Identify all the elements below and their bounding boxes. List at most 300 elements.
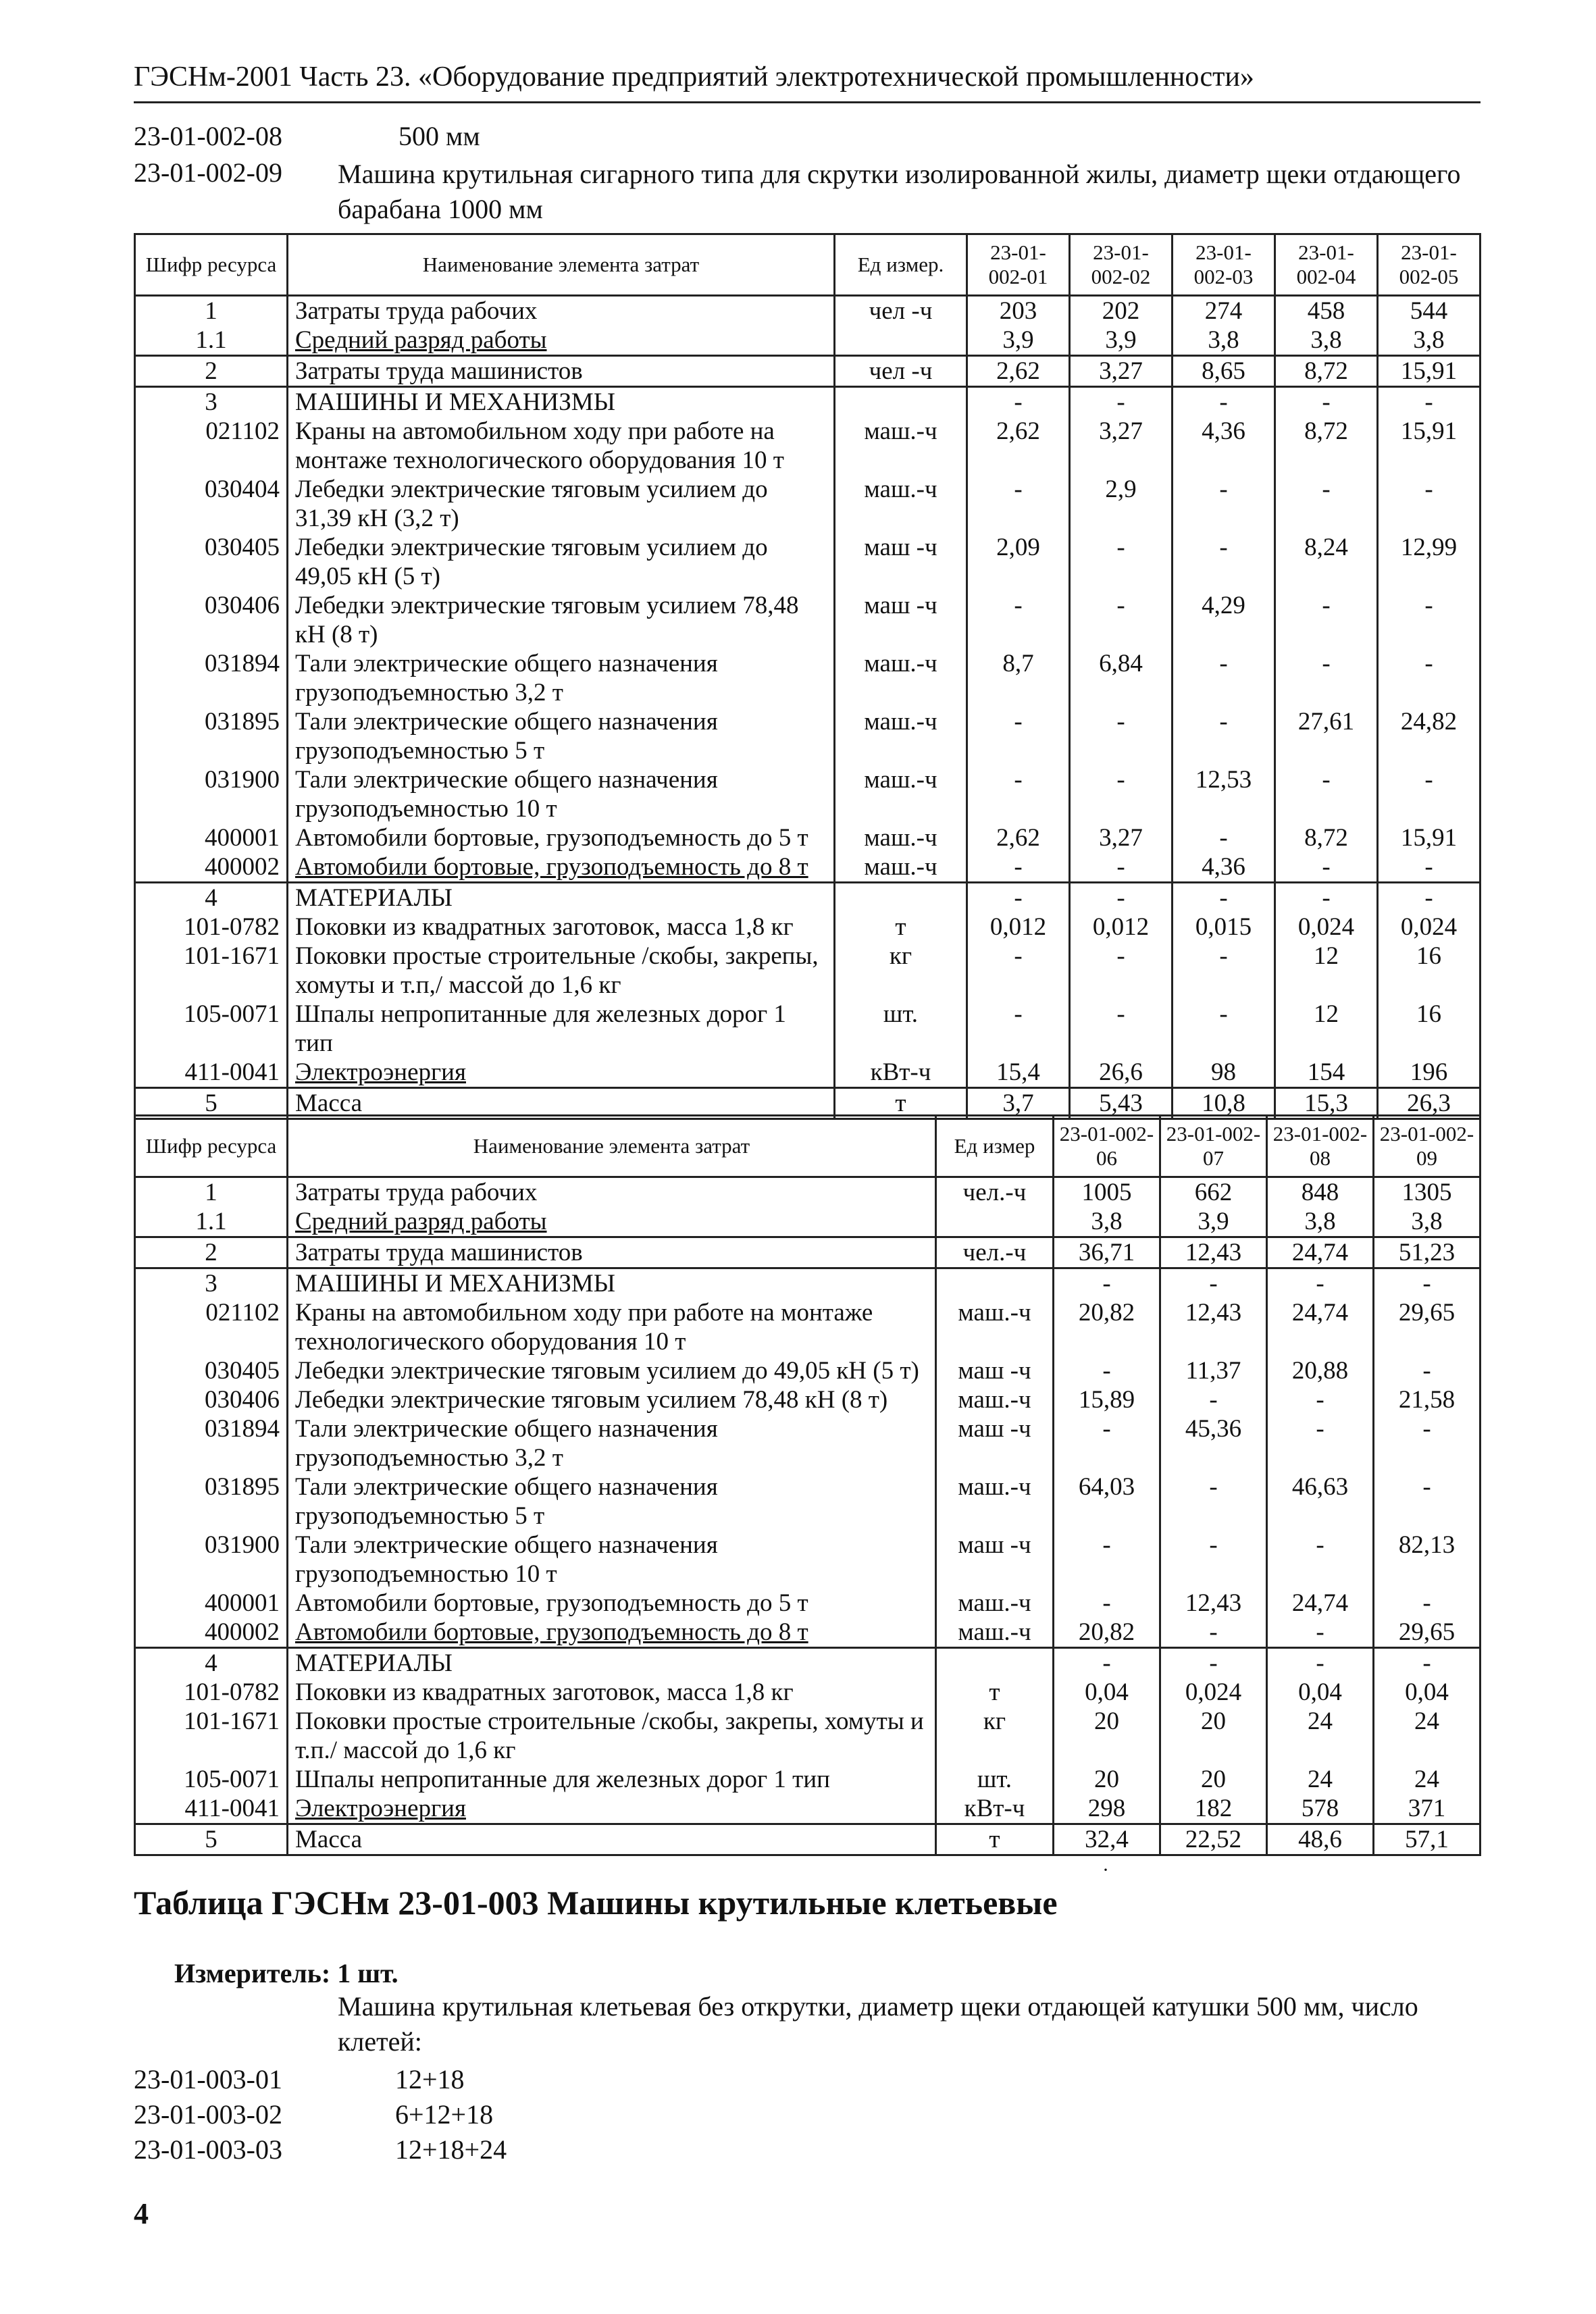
cell-unit: чел.-ч bbox=[936, 1177, 1054, 1208]
table-row bbox=[135, 1824, 1481, 1855]
cell-value: - bbox=[1173, 387, 1275, 417]
code-23-01-003-01: 23-01-003-01 bbox=[134, 2064, 282, 2094]
cell-value: 24,74 bbox=[1267, 1298, 1374, 1356]
cell-code: 400001 bbox=[135, 1589, 288, 1618]
cell-value: 6,84 bbox=[1070, 649, 1173, 707]
cell-name: Краны на автомобильном ходу при работе на монтаже технологического оборудования 10 т bbox=[288, 417, 835, 475]
cell-value: - bbox=[1267, 1385, 1374, 1414]
col-header-norm: 23-01-002-04 bbox=[1275, 234, 1378, 296]
table-row bbox=[135, 1207, 1481, 1237]
code-23-01-003-02-text: 6+12+18 bbox=[395, 2099, 494, 2130]
col-header-name: Наименование элемента затрат bbox=[288, 234, 835, 296]
cell-unit: маш.-ч bbox=[835, 765, 967, 823]
cell-unit: т bbox=[835, 1088, 967, 1119]
cell-code: 105-0071 bbox=[135, 1000, 288, 1058]
cell-name: Тали электрические общего назначения грузоподъемностью 10 т bbox=[288, 765, 835, 823]
cell-value: - bbox=[1054, 1648, 1160, 1678]
col-header-norm: 23-01-002-07 bbox=[1160, 1116, 1267, 1177]
col-header-norm: 23-01-002-06 bbox=[1054, 1116, 1160, 1177]
cell-unit: чел -ч bbox=[835, 356, 967, 387]
table-header-row bbox=[135, 1116, 1481, 1177]
table-row bbox=[135, 1414, 1481, 1472]
cell-value: - bbox=[1173, 883, 1275, 913]
cell-value: 3,8 bbox=[1173, 326, 1275, 356]
cell-value: - bbox=[1275, 883, 1378, 913]
cell-value: 45,36 bbox=[1160, 1414, 1267, 1472]
cell-value: 64,03 bbox=[1054, 1472, 1160, 1531]
cell-value: - bbox=[1374, 1472, 1481, 1531]
cell-value: 26,3 bbox=[1378, 1088, 1481, 1119]
cell-value: 3,8 bbox=[1378, 326, 1481, 356]
cell-value: 12,43 bbox=[1160, 1298, 1267, 1356]
cell-name: Поковки простые строительные /скобы, закрепы, хомуты и т.п,/ массой до 1,6 кг bbox=[288, 942, 835, 1000]
col-header-name: Наименование элемента затрат bbox=[288, 1116, 936, 1177]
cell-value: 51,23 bbox=[1374, 1237, 1481, 1268]
col-header-norm: 23-01-002-03 bbox=[1173, 234, 1275, 296]
cell-value: - bbox=[1160, 1648, 1267, 1678]
cell-value: 24 bbox=[1267, 1765, 1374, 1794]
cell-code: 400002 bbox=[135, 852, 288, 883]
cell-value: 8,72 bbox=[1275, 417, 1378, 475]
cell-name: Шпалы непропитанные для железных дорог 1 тип bbox=[288, 1000, 835, 1058]
cell-code: 4 bbox=[135, 1648, 288, 1678]
cell-name: Автомобили бортовые, грузоподъемность до 5 т bbox=[288, 823, 835, 852]
cell-value: 5,43 bbox=[1070, 1088, 1173, 1119]
cell-value: 0,04 bbox=[1267, 1678, 1374, 1707]
cell-value: 22,52 bbox=[1160, 1824, 1267, 1855]
cell-value: - bbox=[1160, 1385, 1267, 1414]
col-header-norm: 23-01-002-01 bbox=[967, 234, 1070, 296]
cell-code: 101-0782 bbox=[135, 1678, 288, 1707]
cell-name: МАШИНЫ И МЕХАНИЗМЫ bbox=[288, 387, 835, 417]
table-row bbox=[135, 883, 1481, 913]
cell-value: 20,88 bbox=[1267, 1356, 1374, 1385]
cell-value: 0,024 bbox=[1378, 912, 1481, 942]
scan-speck: · bbox=[1102, 1859, 1109, 1881]
cell-value: - bbox=[1275, 649, 1378, 707]
table-row bbox=[135, 1678, 1481, 1707]
table-row bbox=[135, 326, 1481, 356]
cell-value: - bbox=[967, 852, 1070, 883]
cell-value: 12,99 bbox=[1378, 533, 1481, 591]
cell-value: - bbox=[1160, 1618, 1267, 1648]
cell-value: 8,7 bbox=[967, 649, 1070, 707]
cell-code: 030405 bbox=[135, 533, 288, 591]
cell-value: - bbox=[1070, 533, 1173, 591]
code-23-01-003-03-text: 12+18+24 bbox=[395, 2134, 507, 2165]
cell-unit: т bbox=[936, 1824, 1054, 1855]
cell-value: - bbox=[1374, 1648, 1481, 1678]
cell-value: 24,82 bbox=[1378, 707, 1481, 765]
cell-value: 29,65 bbox=[1374, 1298, 1481, 1356]
cell-value: 15,91 bbox=[1378, 356, 1481, 387]
cell-value: - bbox=[1378, 475, 1481, 533]
cell-value: - bbox=[1267, 1414, 1374, 1472]
cell-code: 101-0782 bbox=[135, 912, 288, 942]
cell-value: 3,27 bbox=[1070, 356, 1173, 387]
cell-unit: маш.-ч bbox=[936, 1298, 1054, 1356]
col-header-norm: 23-01-002-05 bbox=[1378, 234, 1481, 296]
cell-value: 8,65 bbox=[1173, 356, 1275, 387]
cell-unit bbox=[936, 1207, 1054, 1237]
cell-unit bbox=[936, 1268, 1054, 1299]
cell-value: 2,62 bbox=[967, 356, 1070, 387]
section-title: Таблица ГЭСНм 23-01-003 Машины крутильные клетьевые bbox=[134, 1884, 1058, 1922]
cell-unit bbox=[835, 387, 967, 417]
cell-name: Тали электрические общего назначения грузоподъемностью 3,2 т bbox=[288, 649, 835, 707]
cell-unit: маш.-ч bbox=[936, 1589, 1054, 1618]
cell-unit: кг bbox=[936, 1707, 1054, 1765]
code-23-01-003-02: 23-01-003-02 bbox=[134, 2099, 282, 2130]
code-23-01-003-03: 23-01-003-03 bbox=[134, 2134, 282, 2165]
table-row bbox=[135, 649, 1481, 707]
cell-value: - bbox=[1275, 387, 1378, 417]
cell-value: - bbox=[1054, 1268, 1160, 1299]
cell-code: 2 bbox=[135, 1237, 288, 1268]
cell-code: 411-0041 bbox=[135, 1058, 288, 1088]
cell-value: - bbox=[1160, 1531, 1267, 1589]
table-row bbox=[135, 1385, 1481, 1414]
cell-name: МАТЕРИАЛЫ bbox=[288, 883, 835, 913]
cell-name: МАТЕРИАЛЫ bbox=[288, 1648, 936, 1678]
cell-unit: т bbox=[936, 1678, 1054, 1707]
table-row bbox=[135, 1618, 1481, 1648]
cell-unit bbox=[835, 883, 967, 913]
section-description: Машина крутильная клетьевая без открутки, диаметр щеки отдающей катушки 500 мм, число клетей: bbox=[338, 1991, 1418, 2057]
cell-name: Автомобили бортовые, грузоподъемность до 8 т bbox=[288, 1618, 936, 1648]
code-23-01-003-01-text: 12+18 bbox=[395, 2064, 465, 2094]
page-number: 4 bbox=[134, 2197, 149, 2230]
cell-code: 031894 bbox=[135, 1414, 288, 1472]
table-row bbox=[135, 387, 1481, 417]
cell-value: 27,61 bbox=[1275, 707, 1378, 765]
cell-code: 1 bbox=[135, 1177, 288, 1208]
table-body bbox=[135, 1177, 1481, 1855]
table-row bbox=[135, 591, 1481, 649]
cell-unit: маш.-ч bbox=[835, 823, 967, 852]
cell-value: - bbox=[1378, 883, 1481, 913]
cell-value: 15,4 bbox=[967, 1058, 1070, 1088]
code-23-01-002-09: 23-01-002-09 bbox=[134, 157, 282, 188]
cell-value: - bbox=[1374, 1356, 1481, 1385]
cell-name: МАШИНЫ И МЕХАНИЗМЫ bbox=[288, 1268, 936, 1299]
cell-value: 16 bbox=[1378, 1000, 1481, 1058]
cell-value: 15,91 bbox=[1378, 823, 1481, 852]
cell-name: Лебедки электрические тяговым усилием до 31,39 кН (3,2 т) bbox=[288, 475, 835, 533]
cell-code: 031895 bbox=[135, 707, 288, 765]
cell-value: 4,29 bbox=[1173, 591, 1275, 649]
cell-code: 031900 bbox=[135, 765, 288, 823]
cell-value: 32,4 bbox=[1054, 1824, 1160, 1855]
table-row bbox=[135, 1531, 1481, 1589]
table-row bbox=[135, 1648, 1481, 1678]
code-23-01-002-09-text: Машина крутильная сигарного типа для скрутки изолированной жилы, диаметр щеки отдающего барабана 1000 мм bbox=[338, 159, 1461, 224]
cell-value: 82,13 bbox=[1374, 1531, 1481, 1589]
cell-name: Автомобили бортовые, грузоподъемность до 8 т bbox=[288, 852, 835, 883]
col-header-unit: Ед измер. bbox=[835, 234, 967, 296]
cell-code: 400001 bbox=[135, 823, 288, 852]
cell-name: Затраты труда машинистов bbox=[288, 356, 835, 387]
cell-value: - bbox=[1160, 1472, 1267, 1531]
cell-value: - bbox=[1374, 1414, 1481, 1472]
cell-value: 24,74 bbox=[1267, 1237, 1374, 1268]
table-row bbox=[135, 1237, 1481, 1268]
cell-value: 2,62 bbox=[967, 417, 1070, 475]
cell-value: - bbox=[1054, 1356, 1160, 1385]
cell-unit: маш.-ч bbox=[835, 852, 967, 883]
cell-name: Затраты труда машинистов bbox=[288, 1237, 936, 1268]
cell-value: 12 bbox=[1275, 942, 1378, 1000]
cell-name: Лебедки электрические тяговым усилием 78,48 кН (8 т) bbox=[288, 1385, 936, 1414]
cell-value: 3,8 bbox=[1374, 1207, 1481, 1237]
table-row bbox=[135, 1058, 1481, 1088]
cell-code: 101-1671 bbox=[135, 942, 288, 1000]
cell-unit: маш -ч bbox=[835, 591, 967, 649]
cell-value: 8,72 bbox=[1275, 356, 1378, 387]
cell-name: Тали электрические общего назначения грузоподъемностью 5 т bbox=[288, 1472, 936, 1531]
cell-name: Поковки из квадратных заготовок, масса 1,8 кг bbox=[288, 912, 835, 942]
cell-value: 15,91 bbox=[1378, 417, 1481, 475]
cell-value: - bbox=[1173, 649, 1275, 707]
cell-name: Тали электрические общего назначения грузоподъемностью 5 т bbox=[288, 707, 835, 765]
cell-code: 5 bbox=[135, 1824, 288, 1855]
cell-value: - bbox=[1054, 1589, 1160, 1618]
cell-value: - bbox=[1267, 1648, 1374, 1678]
table-row bbox=[135, 1000, 1481, 1058]
cell-unit: т bbox=[835, 912, 967, 942]
cell-code: 101-1671 bbox=[135, 1707, 288, 1765]
cell-unit bbox=[835, 326, 967, 356]
cell-value: - bbox=[1070, 387, 1173, 417]
cell-value: 848 bbox=[1267, 1177, 1374, 1208]
cell-value: 202 bbox=[1070, 296, 1173, 326]
cell-value: 0,012 bbox=[967, 912, 1070, 942]
cell-unit: маш.-ч bbox=[936, 1385, 1054, 1414]
cell-value: 3,27 bbox=[1070, 417, 1173, 475]
cell-code: 021102 bbox=[135, 417, 288, 475]
cell-value: 46,63 bbox=[1267, 1472, 1374, 1531]
cell-value: 0,024 bbox=[1160, 1678, 1267, 1707]
cell-value: - bbox=[1173, 533, 1275, 591]
cell-code: 021102 bbox=[135, 1298, 288, 1356]
cell-value: 0,015 bbox=[1173, 912, 1275, 942]
table-row bbox=[135, 417, 1481, 475]
cell-name: Затраты труда рабочих bbox=[288, 296, 835, 326]
cell-unit: маш.-ч bbox=[835, 475, 967, 533]
cell-value: - bbox=[967, 1000, 1070, 1058]
cell-unit: чел.-ч bbox=[936, 1237, 1054, 1268]
cell-name: Электроэнергия bbox=[288, 1058, 835, 1088]
cell-value: - bbox=[1378, 387, 1481, 417]
cell-value: - bbox=[1070, 852, 1173, 883]
cell-value: 20 bbox=[1054, 1707, 1160, 1765]
cell-value: - bbox=[1267, 1268, 1374, 1299]
cell-name: Масса bbox=[288, 1088, 835, 1119]
table-row bbox=[135, 1794, 1481, 1824]
cell-code: 030406 bbox=[135, 591, 288, 649]
cell-value: - bbox=[1070, 942, 1173, 1000]
cell-code: 3 bbox=[135, 1268, 288, 1299]
cell-value: 2,9 bbox=[1070, 475, 1173, 533]
cell-unit: маш.-ч bbox=[936, 1618, 1054, 1648]
cell-name: Поковки из квадратных заготовок, масса 1,8 кг bbox=[288, 1678, 936, 1707]
table-row bbox=[135, 823, 1481, 852]
cell-code: 2 bbox=[135, 356, 288, 387]
cell-value: 371 bbox=[1374, 1794, 1481, 1824]
cell-value: - bbox=[1378, 765, 1481, 823]
cell-value: 458 bbox=[1275, 296, 1378, 326]
cell-value: 10,8 bbox=[1173, 1088, 1275, 1119]
cell-value: - bbox=[1374, 1589, 1481, 1618]
cell-unit: шт. bbox=[936, 1765, 1054, 1794]
cell-value: - bbox=[1275, 475, 1378, 533]
cell-name: Лебедки электрические тяговым усилием до 49,05 кН (5 т) bbox=[288, 533, 835, 591]
cell-value: - bbox=[1173, 942, 1275, 1000]
cell-unit: маш.-ч bbox=[835, 649, 967, 707]
cell-value: 8,72 bbox=[1275, 823, 1378, 852]
cell-value: 544 bbox=[1378, 296, 1481, 326]
cell-unit: кВт-ч bbox=[936, 1794, 1054, 1824]
cell-value: 4,36 bbox=[1173, 417, 1275, 475]
cell-value: 0,024 bbox=[1275, 912, 1378, 942]
cell-value: - bbox=[1054, 1531, 1160, 1589]
cell-value: 24 bbox=[1267, 1707, 1374, 1765]
cell-value: - bbox=[1070, 707, 1173, 765]
cell-name: Краны на автомобильном ходу при работе на монтаже технологического оборудования 10 т bbox=[288, 1298, 936, 1356]
cell-value: - bbox=[1070, 883, 1173, 913]
cell-value: 2,09 bbox=[967, 533, 1070, 591]
cell-code: 1 bbox=[135, 296, 288, 326]
cell-value: 24 bbox=[1374, 1765, 1481, 1794]
cell-unit: маш.-ч bbox=[936, 1472, 1054, 1531]
cell-value: - bbox=[967, 591, 1070, 649]
table-row bbox=[135, 1268, 1481, 1299]
cell-value: 0,012 bbox=[1070, 912, 1173, 942]
col-header-code: Шифр ресурса bbox=[135, 1116, 288, 1177]
cell-unit: шт. bbox=[835, 1000, 967, 1058]
cell-value: - bbox=[1160, 1268, 1267, 1299]
table-row bbox=[135, 765, 1481, 823]
cell-value: - bbox=[1267, 1531, 1374, 1589]
cell-value: - bbox=[967, 883, 1070, 913]
cell-value: 57,1 bbox=[1374, 1824, 1481, 1855]
cell-value: 20 bbox=[1054, 1765, 1160, 1794]
cell-value: 12,43 bbox=[1160, 1589, 1267, 1618]
table-row bbox=[135, 356, 1481, 387]
cell-value: 20,82 bbox=[1054, 1298, 1160, 1356]
col-header-norm: 23-01-002-02 bbox=[1070, 234, 1173, 296]
cell-value: 20 bbox=[1160, 1707, 1267, 1765]
cell-name: Электроэнергия bbox=[288, 1794, 936, 1824]
cell-unit: маш.-ч bbox=[835, 417, 967, 475]
cell-name: Тали электрические общего назначения грузоподъемностью 3,2 т bbox=[288, 1414, 936, 1472]
header-rule bbox=[134, 101, 1481, 103]
cell-value: 196 bbox=[1378, 1058, 1481, 1088]
cell-name: Шпалы непропитанные для железных дорог 1 тип bbox=[288, 1765, 936, 1794]
table-header-row bbox=[135, 234, 1481, 296]
cell-value: 29,65 bbox=[1374, 1618, 1481, 1648]
cell-value: - bbox=[1070, 765, 1173, 823]
cell-code: 030404 bbox=[135, 475, 288, 533]
table-row bbox=[135, 1356, 1481, 1385]
cell-code: 1.1 bbox=[135, 326, 288, 356]
cell-value: 36,71 bbox=[1054, 1237, 1160, 1268]
cell-value: - bbox=[1275, 591, 1378, 649]
table-row bbox=[135, 1589, 1481, 1618]
resource-table-2 bbox=[134, 1114, 1481, 1856]
cell-unit: кг bbox=[835, 942, 967, 1000]
cell-name: Поковки простые строительные /скобы, закрепы, хомуты и т.п./ массой до 1,6 кг bbox=[288, 1707, 936, 1765]
cell-value: - bbox=[967, 765, 1070, 823]
cell-value: 12,43 bbox=[1160, 1237, 1267, 1268]
cell-value: 298 bbox=[1054, 1794, 1160, 1824]
table-row bbox=[135, 912, 1481, 942]
cell-value: 182 bbox=[1160, 1794, 1267, 1824]
cell-unit: маш.-ч bbox=[835, 707, 967, 765]
cell-name: Средний разряд работы bbox=[288, 326, 835, 356]
table-row bbox=[135, 296, 1481, 326]
table-row bbox=[135, 942, 1481, 1000]
cell-value: - bbox=[1070, 1000, 1173, 1058]
cell-value: 3,8 bbox=[1267, 1207, 1374, 1237]
resource-table-1 bbox=[134, 233, 1481, 1120]
cell-value: 3,9 bbox=[1070, 326, 1173, 356]
cell-name: Средний разряд работы bbox=[288, 1207, 936, 1237]
cell-value: 24,74 bbox=[1267, 1589, 1374, 1618]
cell-unit: маш -ч bbox=[936, 1531, 1054, 1589]
cell-unit: маш -ч bbox=[936, 1356, 1054, 1385]
table-row bbox=[135, 707, 1481, 765]
cell-value: 3,27 bbox=[1070, 823, 1173, 852]
cell-value: 12 bbox=[1275, 1000, 1378, 1058]
cell-value: - bbox=[1374, 1268, 1481, 1299]
cell-value: 0,04 bbox=[1374, 1678, 1481, 1707]
cell-value: 20,82 bbox=[1054, 1618, 1160, 1648]
cell-value: - bbox=[1378, 852, 1481, 883]
col-header-norm: 23-01-002-09 bbox=[1374, 1116, 1481, 1177]
cell-value: - bbox=[967, 942, 1070, 1000]
cell-unit: маш -ч bbox=[936, 1414, 1054, 1472]
cell-value: 26,6 bbox=[1070, 1058, 1173, 1088]
cell-unit: маш -ч bbox=[835, 533, 967, 591]
cell-name: Лебедки электрические тяговым усилием 78,48 кН (8 т) bbox=[288, 591, 835, 649]
cell-value: 8,24 bbox=[1275, 533, 1378, 591]
cell-code: 031895 bbox=[135, 1472, 288, 1531]
cell-value: 98 bbox=[1173, 1058, 1275, 1088]
cell-value: 1305 bbox=[1374, 1177, 1481, 1208]
cell-value: 21,58 bbox=[1374, 1385, 1481, 1414]
cell-value: 578 bbox=[1267, 1794, 1374, 1824]
page-header: ГЭСНм-2001 Часть 23. «Оборудование предприятий электротехнической промышленности» bbox=[134, 61, 1254, 93]
cell-value: 48,6 bbox=[1267, 1824, 1374, 1855]
table-row bbox=[135, 475, 1481, 533]
table-row bbox=[135, 852, 1481, 883]
cell-name: Автомобили бортовые, грузоподъемность до 5 т bbox=[288, 1589, 936, 1618]
cell-code: 031894 bbox=[135, 649, 288, 707]
col-header-norm: 23-01-002-08 bbox=[1267, 1116, 1374, 1177]
cell-value: - bbox=[967, 475, 1070, 533]
cell-value: 1005 bbox=[1054, 1177, 1160, 1208]
cell-code: 030406 bbox=[135, 1385, 288, 1414]
cell-value: 15,89 bbox=[1054, 1385, 1160, 1414]
cell-value: 24 bbox=[1374, 1707, 1481, 1765]
cell-value: 16 bbox=[1378, 942, 1481, 1000]
cell-value: 3,9 bbox=[1160, 1207, 1267, 1237]
cell-value: 274 bbox=[1173, 296, 1275, 326]
cell-value: 662 bbox=[1160, 1177, 1267, 1208]
cell-code: 4 bbox=[135, 883, 288, 913]
cell-value: - bbox=[1173, 707, 1275, 765]
